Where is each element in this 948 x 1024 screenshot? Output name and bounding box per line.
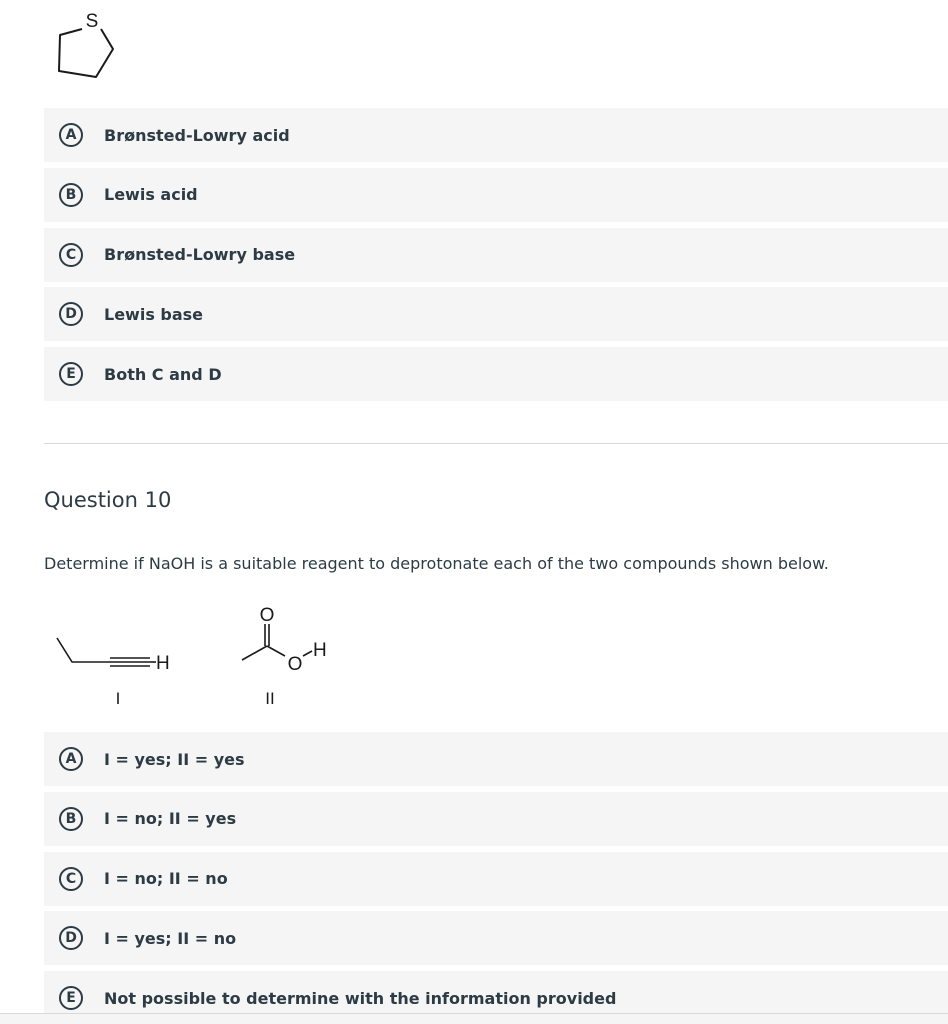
bottom-scroll-strip	[0, 1013, 948, 1024]
q10-answer-d[interactable]	[44, 911, 948, 965]
compound-2-label: II	[265, 689, 275, 708]
compound-2-hydrogen-atom: H	[313, 640, 327, 661]
compound-2-acetic-acid	[242, 605, 327, 708]
compound-1-hydrogen-atom: H	[156, 653, 170, 674]
answer-label: Not possible to determine with the information provided	[104, 988, 617, 1008]
q10-answer-a[interactable]	[44, 732, 948, 786]
question-prompt: Determine if NaOH is a suitable reagent to deprotonate each of the two compounds shown below.	[44, 554, 829, 573]
q9-answer-d[interactable]	[44, 287, 948, 341]
compound-2-hydroxyl-oxygen: O	[287, 654, 303, 675]
answer-label: I = yes; II = no	[104, 928, 237, 948]
thiolane-sulfur-atom: S	[85, 11, 99, 32]
answer-letter-badge: E	[59, 986, 83, 1010]
answer-label: Brønsted-Lowry base	[104, 245, 296, 265]
answer-letter-badge: D	[59, 302, 83, 326]
q9-answer-c[interactable]	[44, 228, 948, 282]
answer-letter-badge: A	[59, 123, 83, 147]
answer-letter-badge: B	[59, 183, 83, 207]
q10-compound-structures	[44, 600, 364, 715]
question-divider	[44, 443, 948, 444]
question-title: Question 10	[44, 488, 172, 512]
answer-label: Lewis acid	[104, 185, 198, 205]
answer-letter-badge: B	[59, 807, 83, 831]
q10-answer-list	[44, 732, 948, 1024]
q9-answer-b[interactable]	[44, 168, 948, 222]
compound-2-carbonyl-oxygen: O	[259, 605, 275, 626]
answer-label: I = yes; II = yes	[104, 749, 245, 769]
thiolane-structure	[50, 4, 126, 84]
q9-answer-a[interactable]	[44, 108, 948, 162]
compound-1-terminal-alkyne	[57, 638, 170, 708]
answer-label: I = no; II = no	[104, 869, 228, 889]
answer-letter-badge: E	[59, 362, 83, 386]
compound-1-label: I	[115, 689, 121, 708]
answer-letter-badge: C	[59, 867, 83, 891]
answer-label: Brønsted-Lowry acid	[104, 125, 290, 145]
q9-answer-list	[44, 108, 948, 407]
answer-label: I = no; II = yes	[104, 809, 237, 829]
q10-answer-c[interactable]	[44, 852, 948, 906]
q9-answer-e[interactable]	[44, 347, 948, 401]
answer-letter-badge: D	[59, 926, 83, 950]
thiolane-ring-bonds	[59, 29, 113, 77]
answer-letter-badge: C	[59, 243, 83, 267]
answer-letter-badge: A	[59, 747, 83, 771]
answer-label: Lewis base	[104, 304, 204, 324]
q10-answer-b[interactable]	[44, 792, 948, 846]
answer-label: Both C and D	[104, 364, 222, 384]
